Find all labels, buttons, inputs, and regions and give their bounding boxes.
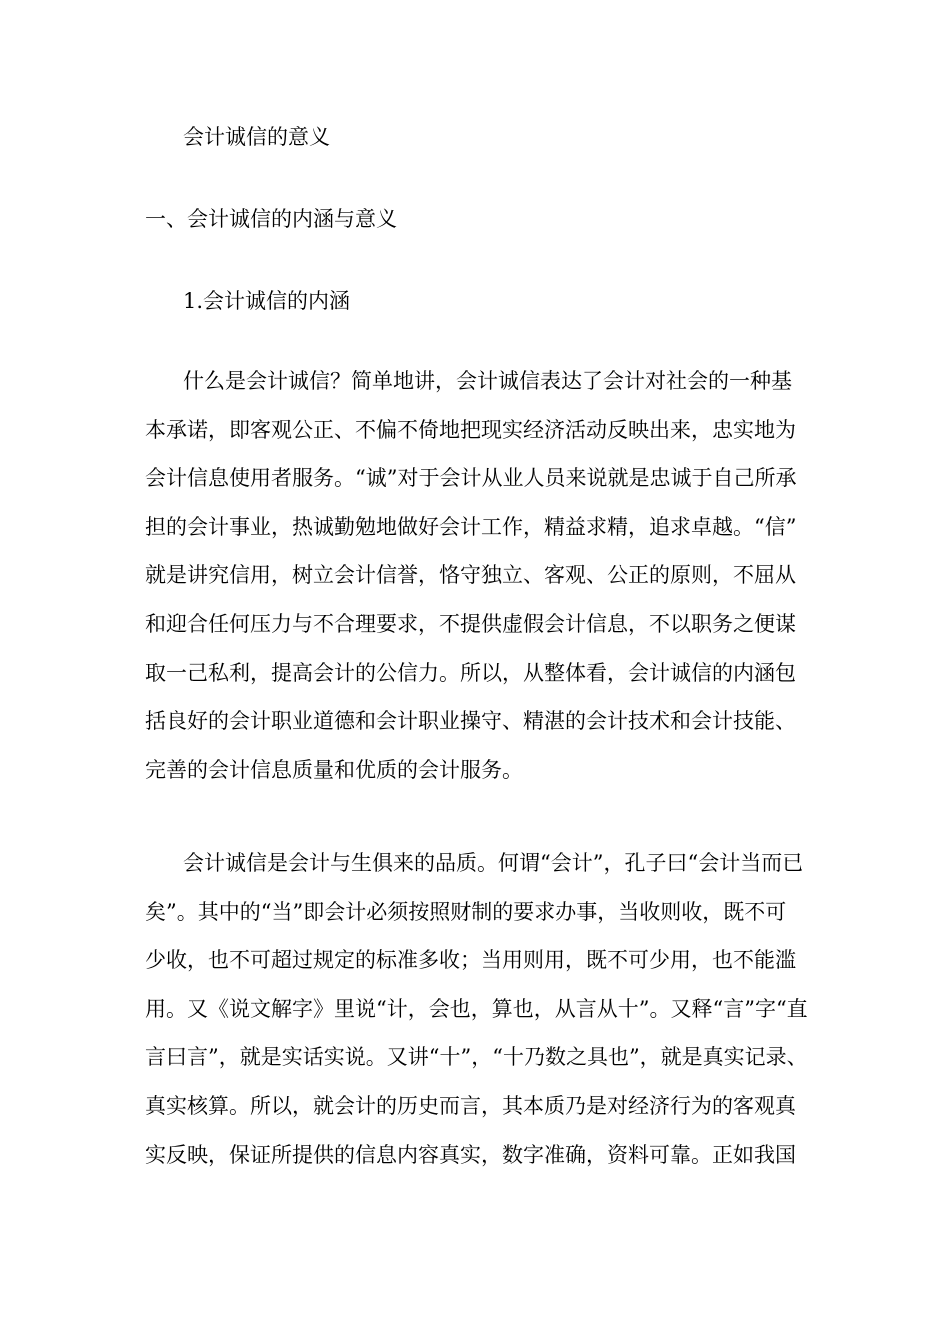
- paragraph-line: 就是讲究信用，树立会计信誉，恪守独立、客观、公正的原则，不屈从: [145, 563, 796, 588]
- paragraph-line: 完善的会计信息质量和优质的会计服务。: [145, 757, 523, 782]
- paragraph-line: 会计信息使用者服务。“诚”对于会计从业人员来说就是忠诚于自己所承: [145, 466, 797, 491]
- paragraph-line: 取一己私利，提高会计的公信力。所以，从整体看，会计诚信的内涵包: [145, 660, 796, 685]
- paragraph-line: 矣”。其中的“当”即会计必须按照财制的要求办事，当收则收，既不可: [145, 899, 787, 924]
- paragraph-line: 实反映，保证所提供的信息内容真实，数字准确，资料可靠。正如我国: [145, 1142, 796, 1167]
- paragraph-line: 会计诚信是会计与生俱来的品质。何谓“会计”，孔子曰“会计当而已: [183, 851, 804, 875]
- section-heading: 一、会计诚信的内涵与意义: [145, 207, 397, 231]
- paragraph-line: 括良好的会计职业道德和会计职业操守、精湛的会计技术和会计技能、: [145, 709, 796, 734]
- paragraph-line: 用。又《说文解字》里说“计，会也，算也，从言从十”。又释“言”字“直: [145, 996, 808, 1021]
- paragraph-line: 什么是会计诚信？简单地讲，会计诚信表达了会计对社会的一种基: [183, 369, 792, 393]
- paragraph-line: 和迎合任何压力与不合理要求，不提供虚假会计信息，不以职务之便谋: [145, 611, 796, 636]
- paragraph-line: 少收，也不可超过规定的标准多收；当用则用，既不可少用，也不能滥: [145, 948, 796, 973]
- paragraph-line: 本承诺，即客观公正、不偏不倚地把现实经济活动反映出来，忠实地为: [145, 417, 796, 442]
- paragraph-line: 担的会计事业，热诚勤勉地做好会计工作，精益求精，追求卓越。“信”: [145, 514, 797, 539]
- paragraph-meaning: [145, 366, 815, 803]
- paragraph-line: 言曰言”，就是实话实说。又讲“十”，“十乃数之具也”，就是真实记录、: [145, 1045, 808, 1070]
- paragraph-history: [145, 848, 815, 1188]
- subsection-heading: 1.会计诚信的内涵: [183, 289, 351, 313]
- document-title: 会计诚信的意义: [183, 125, 330, 149]
- paragraph-line: 真实核算。所以，就会计的历史而言，其本质乃是对经济行为的客观真: [145, 1093, 796, 1118]
